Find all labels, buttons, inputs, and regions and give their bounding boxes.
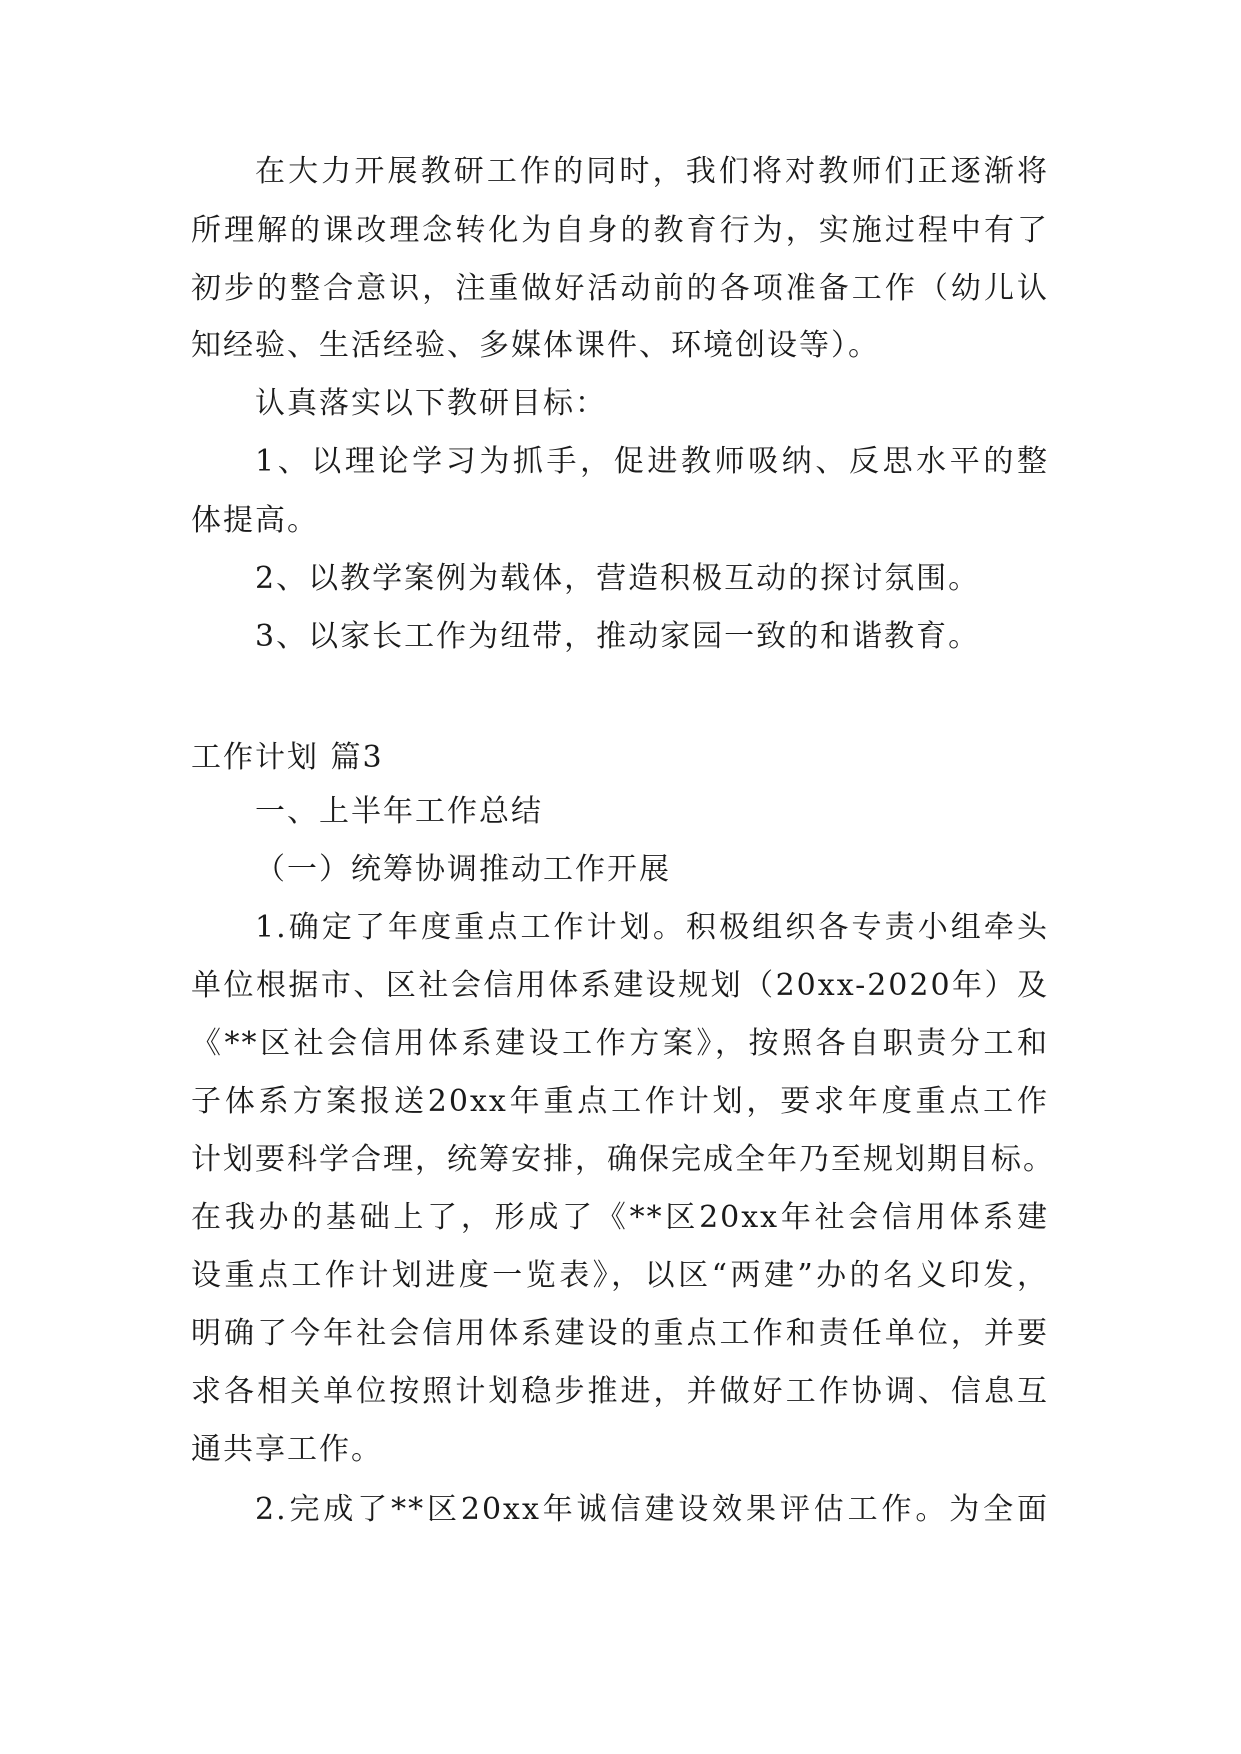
paragraph-line: 在大力开展教研工作的同时，我们将对教师们正逐渐将 <box>255 154 1049 189</box>
paragraph-line: 在我办的基础上了，形成了《**区20xx年社会信用体系建 <box>191 1200 1049 1235</box>
goals-intro: 认真落实以下教研目标： <box>255 386 607 421</box>
paragraph-line: 2.完成了**区20xx年诚信建设效果评估工作。为全面 <box>255 1492 1049 1527</box>
goal-line: 体提高。 <box>191 503 319 538</box>
paragraph-line: 所理解的课改理念转化为自身的教育行为，实施过程中有了 <box>191 213 1049 248</box>
goal-line: 2、以教学案例为载体，营造积极互动的探讨氛围。 <box>255 561 981 596</box>
paragraph-line: 计划要科学合理，统筹安排，确保完成全年乃至规划期目标。 <box>191 1142 1055 1177</box>
paragraph-line: 子体系方案报送20xx年重点工作计划，要求年度重点工作 <box>191 1084 1049 1119</box>
goal-line: 3、以家长工作为纽带，推动家园一致的和谐教育。 <box>255 619 981 654</box>
paragraph-line: 求各相关单位按照计划稳步推进，并做好工作协调、信息互 <box>191 1374 1049 1409</box>
goal-line: 1、以理论学习为抓手，促进教师吸纳、反思水平的整 <box>255 444 1049 479</box>
section-title: 工作计划 篇3 <box>191 740 384 775</box>
heading-level-1: 一、上半年工作总结 <box>255 794 543 829</box>
paragraph-line: 初步的整合意识，注重做好活动前的各项准备工作（幼儿认 <box>191 271 1049 306</box>
paragraph-line: 通共享工作。 <box>191 1432 383 1467</box>
paragraph-line: 明确了今年社会信用体系建设的重点工作和责任单位，并要 <box>191 1316 1049 1351</box>
paragraph-line: 1.确定了年度重点工作计划。积极组织各专责小组牵头 <box>255 910 1049 945</box>
paragraph-line: 设重点工作计划进度一览表》，以区“两建”办的名义印发， <box>191 1258 1049 1293</box>
heading-level-2: （一）统筹协调推动工作开展 <box>255 852 671 887</box>
paragraph-line: 《**区社会信用体系建设工作方案》，按照各自职责分工和 <box>191 1026 1049 1061</box>
paragraph-line: 知经验、生活经验、多媒体课件、环境创设等）。 <box>191 328 880 363</box>
paragraph-line: 单位根据市、区社会信用体系建设规划（20xx-2020年）及 <box>191 968 1049 1003</box>
